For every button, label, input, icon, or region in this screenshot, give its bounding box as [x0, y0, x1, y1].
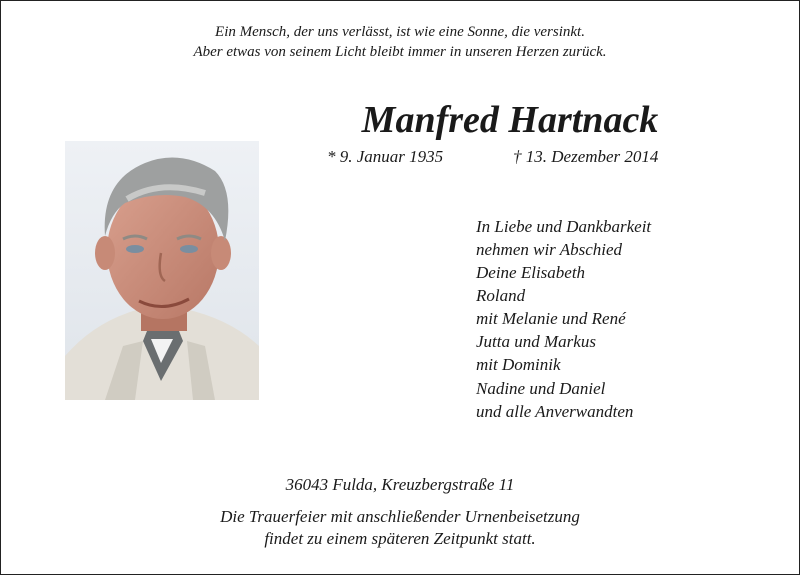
family-member: Nadine und Daniel [476, 379, 606, 398]
portrait-photo [65, 141, 259, 400]
quote-line-2: Aber etwas von seinem Licht bleibt immer in unseren Herzen zurück. [193, 44, 607, 60]
death-date: † 13. Dezember 2014 [513, 147, 659, 166]
birth-date: * 9. Januar 1935 [327, 147, 444, 166]
family-member: Jutta und Markus [476, 332, 596, 351]
family-member: Roland [476, 286, 526, 305]
family-intro-1: In Liebe und Dankbarkeit [476, 217, 652, 236]
quote-line-1: Ein Mensch, der uns verlässt, ist wie eine Sonne, die versinkt. [215, 24, 585, 40]
family-member: und alle Anverwandten [476, 402, 634, 421]
funeral-info-line-2: findet zu einem späteren Zeitpunkt statt. [264, 529, 536, 548]
funeral-info-line-1: Die Trauerfeier mit anschließender Urnenbeisetzung [220, 507, 580, 526]
deceased-name: Manfred Hartnack [361, 99, 659, 141]
family-intro-2: nehmen wir Abschied [476, 240, 623, 259]
address: 36043 Fulda, Kreuzbergstraße 11 [285, 475, 515, 494]
family-member: mit Dominik [476, 355, 561, 374]
family-member: mit Melanie und René [476, 309, 626, 328]
portrait-illustration [65, 141, 259, 400]
family-member: Deine Elisabeth [476, 263, 586, 282]
